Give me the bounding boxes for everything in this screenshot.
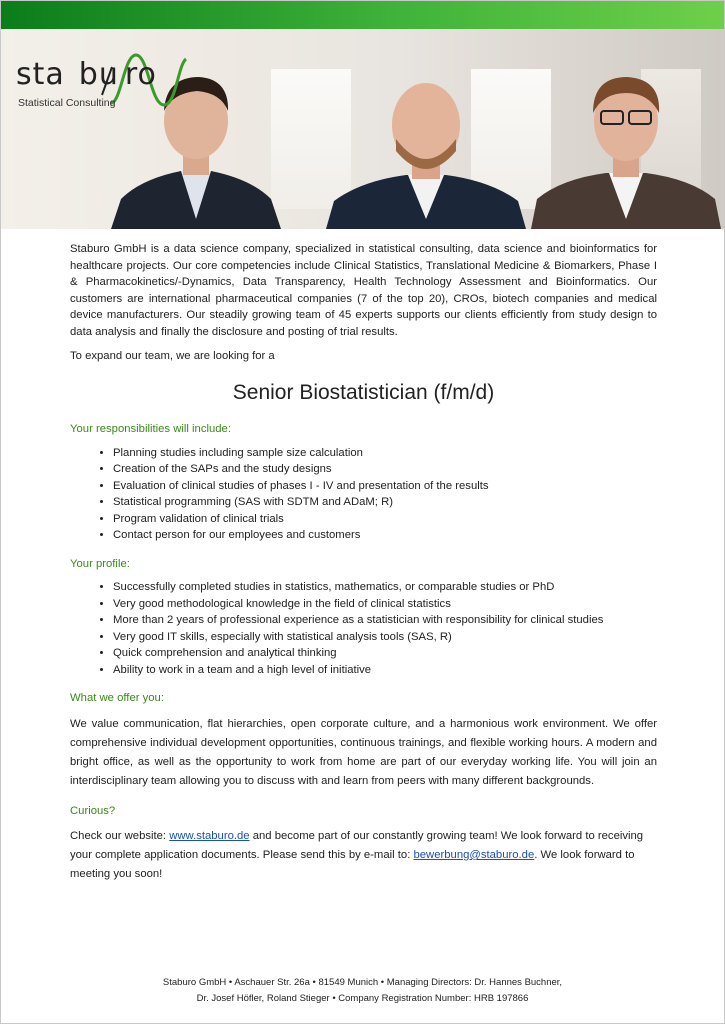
list-item: • Evaluation of clinical studies of phases I - IV and presentation of the results bbox=[113, 478, 657, 495]
footer-line-1: Staburo GmbH • Aschauer Str. 26a • 81549 Munich • Managing Directors: Dr. Hannes Buchner, bbox=[162, 977, 563, 988]
logo-text-right: bu bbox=[78, 57, 119, 92]
curious-heading: Curious? bbox=[70, 804, 116, 817]
list-item: • Ability to work in a team and a high level of initiative bbox=[113, 662, 657, 679]
list-item: • Program validation of clinical trials bbox=[113, 511, 657, 528]
staburo-logo bbox=[16, 45, 196, 115]
person-photo-right bbox=[531, 59, 721, 229]
footer-line-2: Dr. Josef Höfler, Roland Stieger • Company Registration Number: HRB 197866 bbox=[196, 993, 529, 1004]
job-title: Senior Biostatistician (f/m/d) bbox=[232, 380, 495, 404]
company-footer bbox=[1, 975, 724, 1007]
responsibilities-list bbox=[70, 445, 657, 544]
person-photo-center bbox=[326, 69, 526, 229]
list-item: • Very good IT skills, especially with statistical analysis tools (SAS, R) bbox=[113, 629, 657, 646]
curious-text: Check our website: www.staburo.de and become part of our constantly growing team! We look forward to receiving your complete application documents. Please send this by e-mail to: bewerbung@staburo.de. We look forward to meeting you soon! bbox=[70, 830, 644, 880]
list-item: • Successfully completed studies in statistics, mathematics, or comparable studies or PhD bbox=[113, 579, 657, 596]
company-intro: Staburo GmbH is a data science company, specialized in statistical consulting, data science and bioinformatics for healthcare projects. Our core competencies include Clinical Statistics, Translational Medicine & Biomarkers, Phase I & Pharmacokinetics/-Dynamics, Data Transparency, Health Technology Assessment and Bioinformatics. Our customers are international pharmaceutical companies (7 of the top 20), CROs, biotech companies and medical device manufacturers. Our steadily growing team of 45 experts supports our clients efficiently from study design to data analysis and finally the disclosure and posting of trial results. bbox=[70, 243, 657, 338]
list-item: • Planning studies including sample size calculation bbox=[113, 445, 657, 462]
job-ad-content bbox=[70, 241, 657, 884]
list-item: • Quick comprehension and analytical thinking bbox=[113, 645, 657, 662]
logo-text-end: ro bbox=[124, 57, 157, 92]
website-link[interactable]: www.staburo.de bbox=[169, 830, 250, 842]
offer-text: We value communication, flat hierarchies, open corporate culture, and a harmonious work environment. We offer comprehensive individual development opportunities, continuous trainings, and flexible working hours. A modern and bright office, as well as the opportunity to work from home are part of our everyday working life. You will join an interdisciplinary team allowing you to discuss with and learn from peers with many different backgrounds. bbox=[70, 717, 657, 787]
profile-list bbox=[70, 579, 657, 678]
list-item: • Very good methodological knowledge in the field of clinical statistics bbox=[113, 596, 657, 613]
lead-sentence: To expand our team, we are looking for a bbox=[70, 350, 275, 362]
email-link[interactable]: bewerbung@staburo.de bbox=[413, 849, 535, 861]
list-item: • More than 2 years of professional experience as a statistician with responsibility for clinical studies bbox=[113, 612, 657, 629]
team-photo-banner bbox=[1, 29, 724, 229]
profile-heading: Your profile: bbox=[70, 557, 130, 570]
list-item: • Statistical programming (SAS with SDTM and ADaM; R) bbox=[113, 494, 657, 511]
brand-color-bar bbox=[1, 1, 724, 29]
responsibilities-heading: Your responsibilities will include: bbox=[70, 423, 231, 435]
logo-subtitle: Statistical Consulting bbox=[18, 97, 116, 109]
list-item: • Contact person for our employees and customers bbox=[113, 527, 657, 544]
logo-text-left: sta bbox=[16, 57, 65, 92]
offer-heading: What we offer you: bbox=[70, 692, 164, 704]
list-item: • Creation of the SAPs and the study designs bbox=[113, 461, 657, 478]
